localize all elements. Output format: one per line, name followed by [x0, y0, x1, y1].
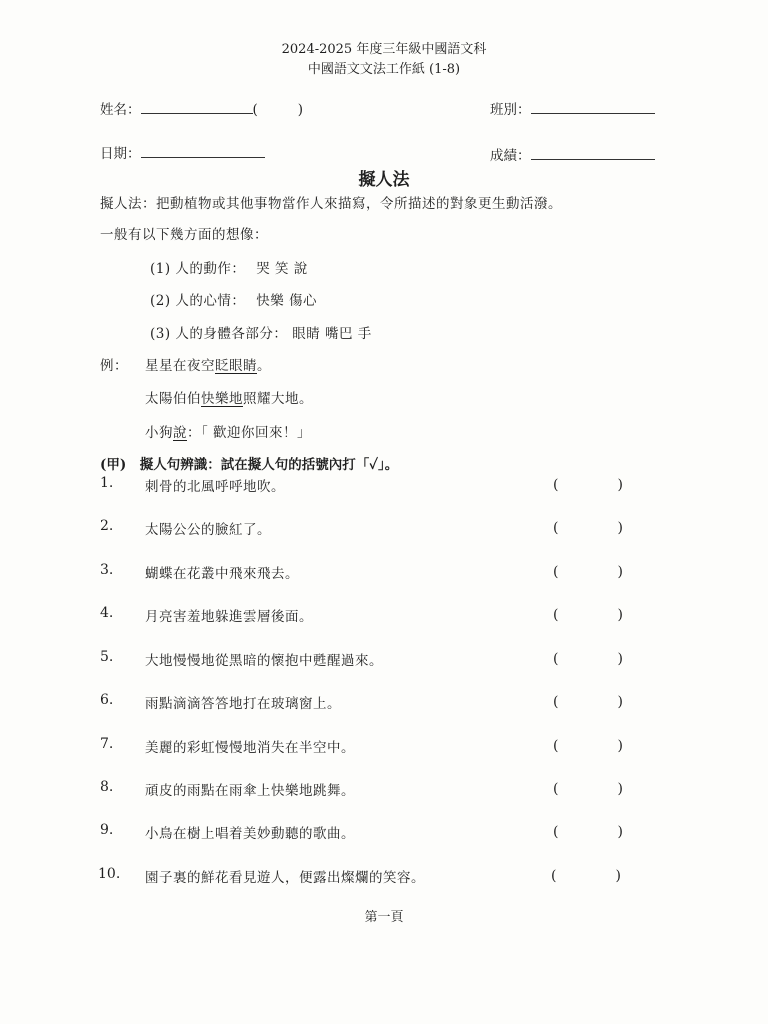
name-blank[interactable]	[141, 99, 253, 114]
example-2-pre: 太陽伯伯	[145, 391, 201, 407]
question-text: 太陽公公的臉紅了。	[145, 522, 271, 538]
answer-bracket[interactable]	[553, 564, 623, 580]
aspect-2-label: 人的心情：	[175, 293, 246, 309]
aspect-2	[150, 289, 317, 309]
question-text: 美麗的彩虹慢慢地消失在半空中。	[145, 740, 355, 756]
bracket-close: )	[617, 694, 623, 710]
worksheet-title-line2: 中國語文文法工作紙 (1-8)	[307, 62, 461, 77]
aspect-2-examples: 快樂 傷心	[256, 293, 318, 309]
example-3-pre: 小狗	[145, 425, 173, 441]
class-blank[interactable]	[531, 99, 655, 114]
answer-bracket[interactable]	[551, 868, 621, 884]
question-number: 3.	[100, 562, 114, 578]
example-1-underline: 眨眼睛	[215, 358, 257, 374]
question-number: 4.	[100, 605, 114, 621]
question-number: 1.	[100, 475, 114, 491]
page-number: 第一頁	[364, 910, 404, 925]
example-3-post: ：「 歡迎你回來！」	[187, 425, 312, 441]
date-field	[100, 142, 265, 162]
score-blank[interactable]	[531, 145, 655, 160]
bracket-close: )	[617, 520, 623, 536]
answer-bracket[interactable]	[553, 738, 623, 754]
question-text: 小鳥在樹上唱着美妙動聽的歌曲。	[145, 826, 355, 842]
question-text: 刺骨的北風呼呼地吹。	[145, 479, 285, 495]
name-field	[100, 98, 303, 118]
answer-bracket[interactable]	[553, 781, 623, 797]
definition-text: 擬人法：把動植物或其他事物當作人來描寫，令所描述的對象更生動活潑。	[100, 196, 562, 212]
aspect-2-num: (2)	[150, 293, 171, 309]
bracket-open: (	[553, 564, 559, 580]
question-text: 園子裏的鮮花看見遊人，便露出燦爛的笑容。	[145, 870, 425, 886]
bracket-open: (	[553, 738, 559, 754]
question-text: 雨點滴滴答答地打在玻璃窗上。	[145, 696, 341, 712]
bracket-open: (	[553, 477, 559, 493]
bracket-close: )	[617, 651, 623, 667]
aspect-1	[150, 257, 308, 277]
question-number: 2.	[100, 518, 114, 534]
example-label: 例：	[100, 358, 128, 374]
section-a-heading: (甲) 擬人句辨識：試在擬人句的括號內打「✓」。	[100, 457, 399, 473]
answer-bracket[interactable]	[553, 824, 623, 840]
question-text: 蝴蝶在花叢中飛來飛去。	[145, 566, 299, 582]
date-blank[interactable]	[141, 143, 265, 158]
question-text: 大地慢慢地從黑暗的懷抱中甦醒過來。	[145, 653, 383, 669]
question-number: 7.	[100, 736, 114, 752]
bracket-open: (	[553, 520, 559, 536]
aspect-1-num: (1)	[150, 261, 171, 277]
example-1	[145, 354, 271, 374]
answer-bracket[interactable]	[553, 477, 623, 493]
bracket-close: )	[617, 607, 623, 623]
bracket-close: )	[615, 868, 621, 884]
bracket-close: )	[617, 781, 623, 797]
example-1-pre: 星星在夜空	[145, 358, 215, 374]
date-label: 日期：	[100, 146, 141, 162]
topic-title: 擬人法	[358, 170, 410, 190]
score-label: 成績：	[490, 148, 531, 164]
example-1-post: 。	[257, 358, 271, 374]
bracket-close: )	[617, 824, 623, 840]
question-number: 5.	[100, 649, 114, 665]
question-number: 10.	[98, 866, 121, 882]
example-2-post: 照耀大地。	[243, 391, 313, 407]
aspect-1-label: 人的動作：	[175, 261, 246, 277]
question-text: 頑皮的雨點在雨傘上快樂地跳舞。	[145, 783, 355, 799]
bracket-close: )	[617, 738, 623, 754]
aspect-3-label: 人的身體各部分：	[175, 326, 288, 342]
aspect-3-examples: 眼睛 嘴巴 手	[292, 326, 372, 342]
bracket-open: (	[553, 781, 559, 797]
question-number: 6.	[100, 692, 114, 708]
bracket-open: (	[553, 607, 559, 623]
worksheet-title-line1: 2024-2025 年度三年級中國語文科	[281, 42, 487, 57]
aspect-1-examples: 哭 笑 說	[256, 261, 308, 277]
answer-bracket[interactable]	[553, 520, 623, 536]
question-text: 月亮害羞地躲進雲層後面。	[145, 609, 313, 625]
bracket-open: (	[553, 824, 559, 840]
aspect-3	[150, 322, 372, 342]
example-2-underline: 快樂地	[201, 391, 243, 407]
answer-bracket[interactable]	[553, 651, 623, 667]
bracket-open: (	[553, 651, 559, 667]
class-field	[490, 98, 655, 118]
name-paren-close: )	[297, 102, 304, 118]
answer-bracket[interactable]	[553, 694, 623, 710]
bracket-open: (	[553, 694, 559, 710]
name-paren-open: (	[252, 102, 258, 118]
aspect-3-num: (3)	[150, 326, 171, 342]
bracket-close: )	[617, 564, 623, 580]
question-number: 8.	[100, 779, 114, 795]
name-label: 姓名：	[100, 102, 141, 118]
class-label: 班別：	[490, 102, 531, 118]
bracket-close: )	[617, 477, 623, 493]
question-number: 9.	[100, 822, 114, 838]
intro-text: 一般有以下幾方面的想像：	[100, 227, 268, 243]
example-3-underline: 說	[173, 425, 187, 441]
example-2	[145, 387, 313, 407]
bracket-open: (	[551, 868, 557, 884]
answer-bracket[interactable]	[553, 607, 623, 623]
example-3	[145, 421, 311, 441]
score-field	[490, 144, 655, 164]
